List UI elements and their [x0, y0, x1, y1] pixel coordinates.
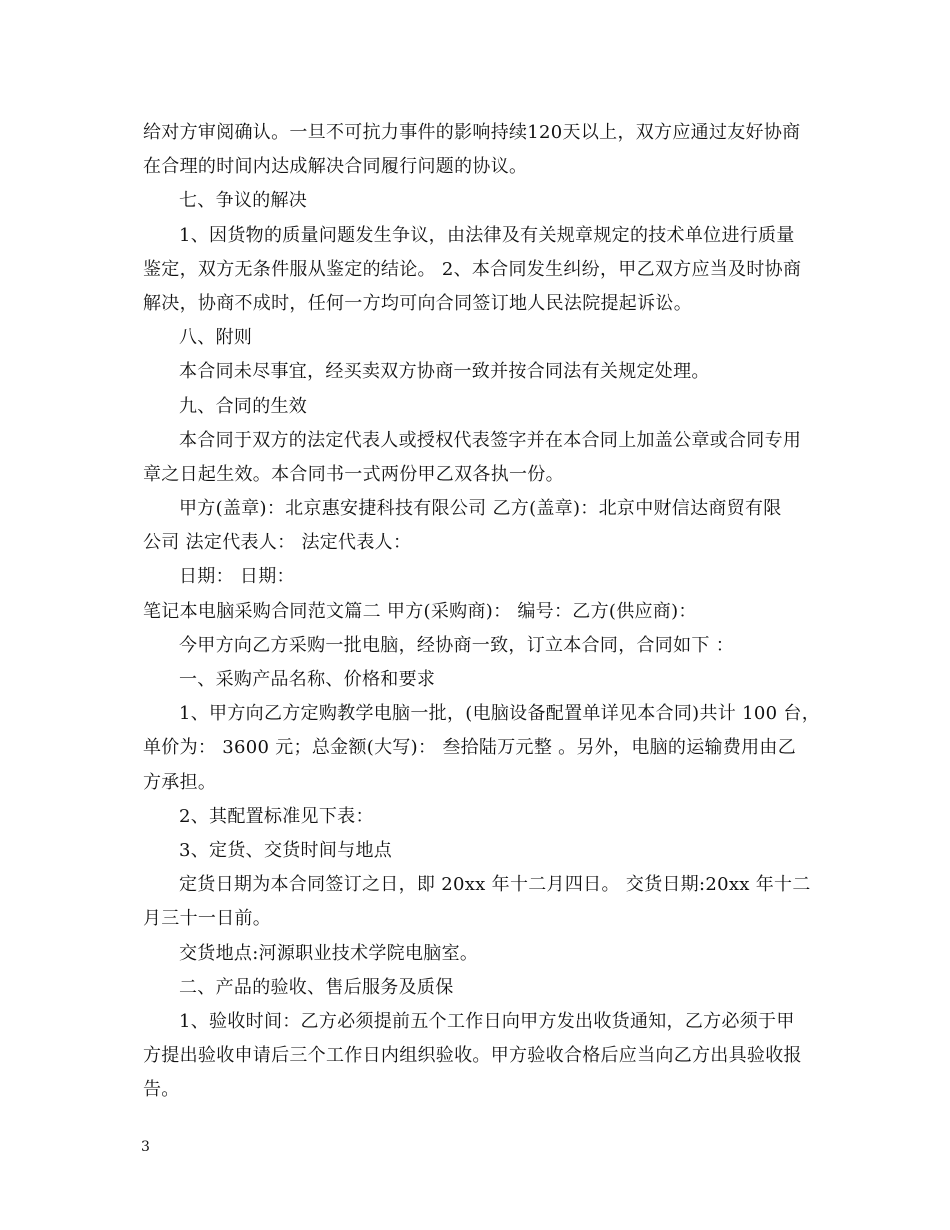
text-line: 给对方审阅确认。一旦不可抗力事件的影响持续120天以上，双方应通过友好协商	[143, 122, 801, 143]
text-line: 单价为： 3600 元；总金额(大写)： 叁拾陆万元整 。另外，电脑的运输费用由乙	[143, 737, 797, 759]
document-body	[143, 116, 818, 1107]
text-line: 章之日起生效。本合同书一式两份甲乙双各执一份。	[143, 463, 564, 485]
text-line: 今甲方向乙方采购一批电脑，经协商一致，订立本合同，合同如下 ：	[179, 634, 735, 656]
document-subtitle: 笔记本电脑采购合同范文篇二 甲方(采购商)： 编号：乙方(供应商)：	[143, 600, 697, 622]
text-line: 公司 法定代表人： 法定代表人：	[143, 532, 412, 554]
text-line: 告。	[143, 1079, 180, 1101]
text-line: 1、验收时间：乙方必须提前五个工作日向甲方发出收货通知，乙方必须于甲	[179, 1010, 795, 1032]
section-heading: 一、采购产品名称、价格和要求	[179, 669, 436, 690]
section-heading: 七、争议的解决	[179, 190, 308, 212]
text-line: 解决，协商不成时，任何一方均可向合同签订地人民法院提起诉讼。	[143, 292, 692, 314]
text-line: 2、其配置标准见下表：	[179, 805, 374, 827]
text-line: 本合同未尽事宜，经买卖双方协商一致并按合同法有关规定处理。	[179, 361, 710, 383]
text-line: 鉴定，双方无条件服从鉴定的结论。 2、本合同发生纠纷，甲乙双方应当及时协商	[143, 258, 802, 280]
text-line: 1、甲方向乙方定购教学电脑一批，(电脑设备配置单详见本合同)共计 100 台，	[179, 703, 820, 725]
page-number: 3	[141, 1139, 150, 1155]
section-heading: 九、合同的生效	[179, 395, 308, 417]
text-line: 日期： 日期：	[179, 566, 295, 588]
section-heading: 3、定货、交货时间与地点	[179, 839, 393, 861]
text-line: 定货日期为本合同签订之日，即 20xx 年十二月四日。 交货日期:20xx 年十二	[179, 874, 811, 896]
text-line: 方提出验收申请后三个工作日内组织验收。甲方验收合格后应当向乙方出具验收报	[143, 1045, 802, 1067]
text-line: 本合同于双方的法定代表人或授权代表签字并在本合同上加盖公章或合同专用	[179, 429, 802, 451]
text-line: 1、因货物的质量问题发生争议，由法律及有关规章规定的技术单位进行质量	[179, 224, 795, 246]
text-line: 交货地点:河源职业技术学院电脑室。	[179, 942, 479, 964]
text-line: 在合理的时间内达成解决合同履行问题的协议。	[143, 156, 528, 178]
section-heading: 二、产品的验收、售后服务及质保	[179, 976, 454, 998]
text-line: 甲方(盖章)：北京惠安捷科技有限公司 乙方(盖章)：北京中财信达商贸有限	[179, 498, 782, 520]
section-heading: 八、附则	[179, 327, 253, 349]
text-line: 月三十一日前。	[143, 908, 272, 930]
text-line: 方承担。	[143, 771, 217, 793]
